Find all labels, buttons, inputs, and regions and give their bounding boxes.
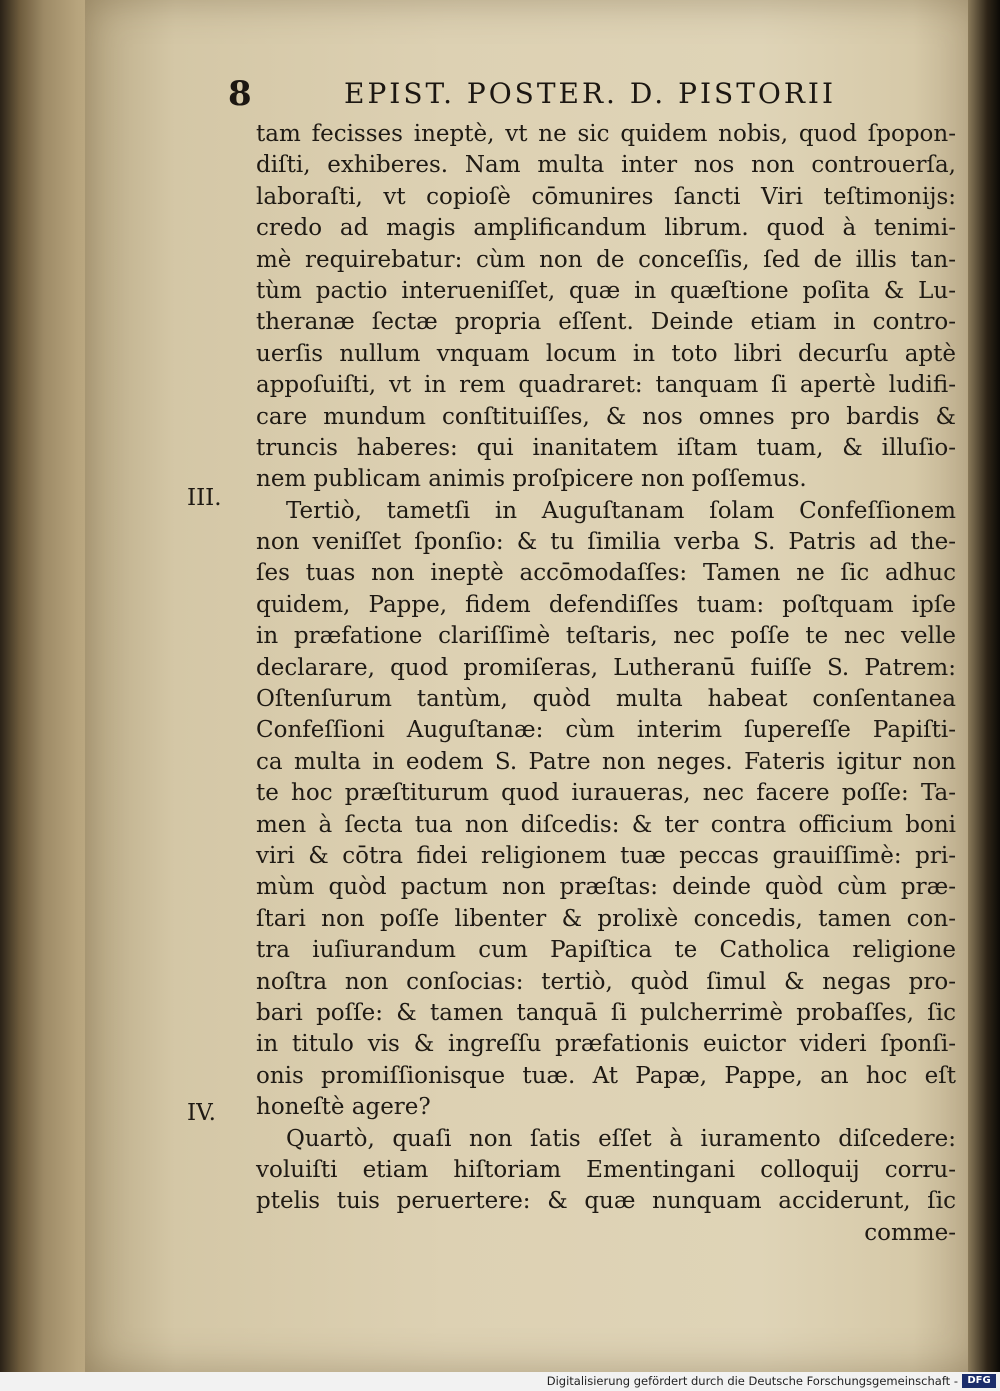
text-line: quidem, Pappe, fidem defendiſſes tuam: poſtquam ipſe xyxy=(256,591,956,618)
text-line: truncis haberes: qui inanitatem iſtam tuam, & illuſio- xyxy=(256,434,956,461)
section-marker-iii: III. xyxy=(187,485,222,511)
page-edge xyxy=(968,0,1000,1372)
text-line: ſtari non poſſe libenter & prolixè concedis, tamen con- xyxy=(256,905,956,932)
text-line: Tertiò, tametſi in Auguſtanam ſolam Confeſſionem xyxy=(286,497,956,524)
footer-bar xyxy=(0,1372,1000,1391)
text-line: Oſtenſurum tantùm, quòd multa habeat conſentanea xyxy=(256,686,956,713)
text-line: nem publicam animis proſpicere non poſſemus. xyxy=(256,466,807,493)
text-line: viri & cōtra fidei religionem tuæ peccas grauiſſimè: pri- xyxy=(256,842,956,869)
text-line: appoſuiſti, vt in rem quadraret: tanquam ſi apertè ludifi- xyxy=(256,372,956,399)
text-line: tam fecisses ineptè, vt ne sic quidem nobis, quod ſpopon- xyxy=(256,121,956,147)
running-title: EPIST. POSTER. D. PISTORII xyxy=(344,77,837,110)
text-line: tùm pactio interueniſſet, quæ in quæſtione poſita & Lu- xyxy=(256,277,956,304)
text-line: ptelis tuis peruertere: & quæ nunquam acciderunt, ſic xyxy=(256,1188,956,1215)
text-line: bari poſſe: & tamen tanquā ſi pulcherrimè probaſſes, ſic xyxy=(256,999,956,1026)
text-line: tra iuſiurandum cum Papiſtica te Catholica religione xyxy=(256,937,956,964)
text-line: noſtra non conſocias: tertiò, quòd ſimul & negas pro- xyxy=(256,968,956,995)
body-text xyxy=(256,119,956,1249)
text-line: te hoc præſtiturum quod iurauеras, nec facere poſſe: Ta- xyxy=(256,780,956,807)
text-line: diſti, exhiberes. Nam multa inter nos non controuerſa, xyxy=(256,152,956,179)
footer-credit: Digitalisierung gefördert durch die Deutsche Forschungsgemeinschaft - xyxy=(546,1374,958,1388)
text-line: declarare, quod promiſeras, Lutheranū fuiſſe S. Patrem: xyxy=(256,654,956,681)
text-line: Quartò, quaſi non ſatis eſſet à iuramento diſcedere: xyxy=(286,1125,956,1152)
text-line: Confeſſioni Auguſtanæ: cùm interim ſupereſſe Papiſti- xyxy=(256,717,956,744)
text-line: care mundum conſtituiſſes, & nos omnes pro bardis & xyxy=(256,403,956,430)
text-line: ca multa in eodem S. Patre non neges. Fateris igitur non xyxy=(256,748,956,775)
catchword: comme- xyxy=(864,1219,956,1246)
text-line: non veniſſet ſponſio: & tu ſimilia verba S. Patris ad the- xyxy=(256,529,956,556)
text-line: mè requirebatur: cùm non de conceſſis, ſed de illis tan- xyxy=(256,246,956,273)
text-line: in præfatione clariſſimè teſtaris, nec poſſe te nec velle xyxy=(256,623,956,650)
text-line: onis promiſſionisque tuæ. At Papæ, Pappe, an hoc eſt xyxy=(256,1062,956,1089)
text-line: honeſtè agere? xyxy=(256,1094,431,1121)
section-marker-iv: IV. xyxy=(187,1100,216,1126)
text-line: credo ad magis amplificandum librum. quod à tenimi- xyxy=(256,215,956,242)
text-line: uerſis nullum vnquam locum in toto libri decurſu aptè xyxy=(256,340,956,367)
text-line: ſes tuas non ineptè accōmodaſſes: Tamen ne ſic adhuc xyxy=(256,560,956,587)
text-line: mùm quòd pactum non præſtas: deinde quòd cùm præ- xyxy=(256,874,956,901)
text-line: men à ſecta tua non diſcedis: & ter contra officium boni xyxy=(256,811,956,838)
text-line: laboraſti, vt copioſè cōmunires ſancti Viri teſtimonijs: xyxy=(256,183,956,210)
page-header xyxy=(228,72,848,116)
text-line: voluiſti etiam hiſtoriam Ementingani colloquij corru- xyxy=(256,1156,956,1183)
dfg-logo: DFG xyxy=(962,1374,996,1388)
page-number: 8 xyxy=(228,74,252,114)
text-line: theranæ ſectæ propria eſſent. Deinde etiam in contro- xyxy=(256,309,956,336)
text-line: in titulo vis & ingreſſu præfationis euictor videri ſponſi- xyxy=(256,1031,956,1058)
